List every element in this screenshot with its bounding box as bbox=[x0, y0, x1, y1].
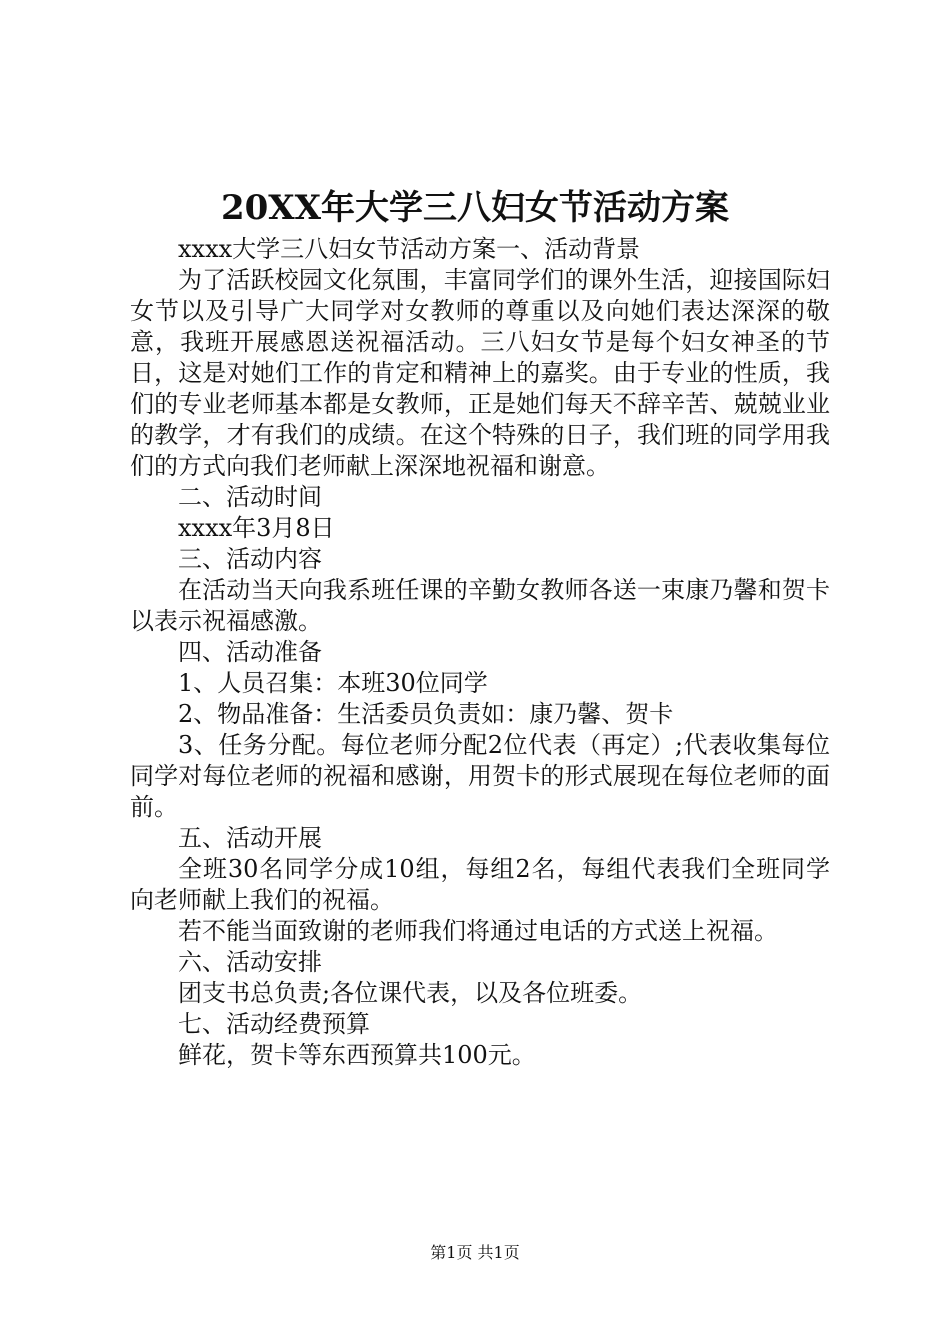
paragraph-intro: xxxx大学三八妇女节活动方案一、活动背景 bbox=[178, 235, 641, 263]
list-item-task-assignment: 3、任务分配。每位老师分配2位代表（再定）;代表收集每位同学对每位老师的祝福和感谢，用贺卡的形式展现在每位老师的面前。 bbox=[130, 731, 830, 821]
document-body bbox=[130, 234, 830, 1071]
paragraph-activity-content: 在活动当天向我系班任课的辛勤女教师各送一束康乃馨和贺卡以表示祝福感激。 bbox=[130, 576, 830, 635]
heading-activity-arrangement: 六、活动安排 bbox=[178, 948, 322, 976]
document-title: 20XX年大学三八妇女节活动方案 bbox=[220, 188, 730, 228]
paragraph-activity-date: xxxx年3月8日 bbox=[178, 514, 335, 542]
paragraph-background: 为了活跃校园文化氛围，丰富同学们的课外生活，迎接国际妇女节以及引导广大同学对女教师的尊重以及向她们表达深深的敬意，我班开展感恩送祝福活动。三八妇女节是每个妇女神圣的节日，这是对她们工作的肯定和精神上的嘉奖。由于专业的性质，我们的专业老师基本都是女教师，正是她们每天不辞辛苦、兢兢业业的教学，才有我们的成绩。在这个特殊的日子，我们班的同学用我们的方式向我们老师献上深深地祝福和谢意。 bbox=[130, 266, 830, 480]
paragraph-budget: 鲜花，贺卡等东西预算共100元。 bbox=[178, 1041, 536, 1069]
list-item-materials: 2、物品准备：生活委员负责如：康乃馨、贺卡 bbox=[178, 700, 674, 728]
paragraph-phone-thanks: 若不能当面致谢的老师我们将通过电话的方式送上祝福。 bbox=[178, 917, 778, 945]
page-footer: 第1页 共1页 bbox=[430, 1243, 520, 1262]
heading-activity-preparation: 四、活动准备 bbox=[178, 638, 322, 666]
heading-activity-execution: 五、活动开展 bbox=[178, 824, 322, 852]
list-item-personnel: 1、人员召集：本班30位同学 bbox=[178, 669, 488, 697]
heading-activity-content: 三、活动内容 bbox=[178, 545, 322, 573]
heading-activity-budget: 七、活动经费预算 bbox=[178, 1010, 370, 1038]
paragraph-responsibility: 团支书总负责;各位课代表，以及各位班委。 bbox=[178, 979, 643, 1007]
heading-activity-time: 二、活动时间 bbox=[178, 483, 322, 511]
paragraph-groups: 全班30名同学分成10组，每组2名，每组代表我们全班同学向老师献上我们的祝福。 bbox=[130, 855, 830, 914]
